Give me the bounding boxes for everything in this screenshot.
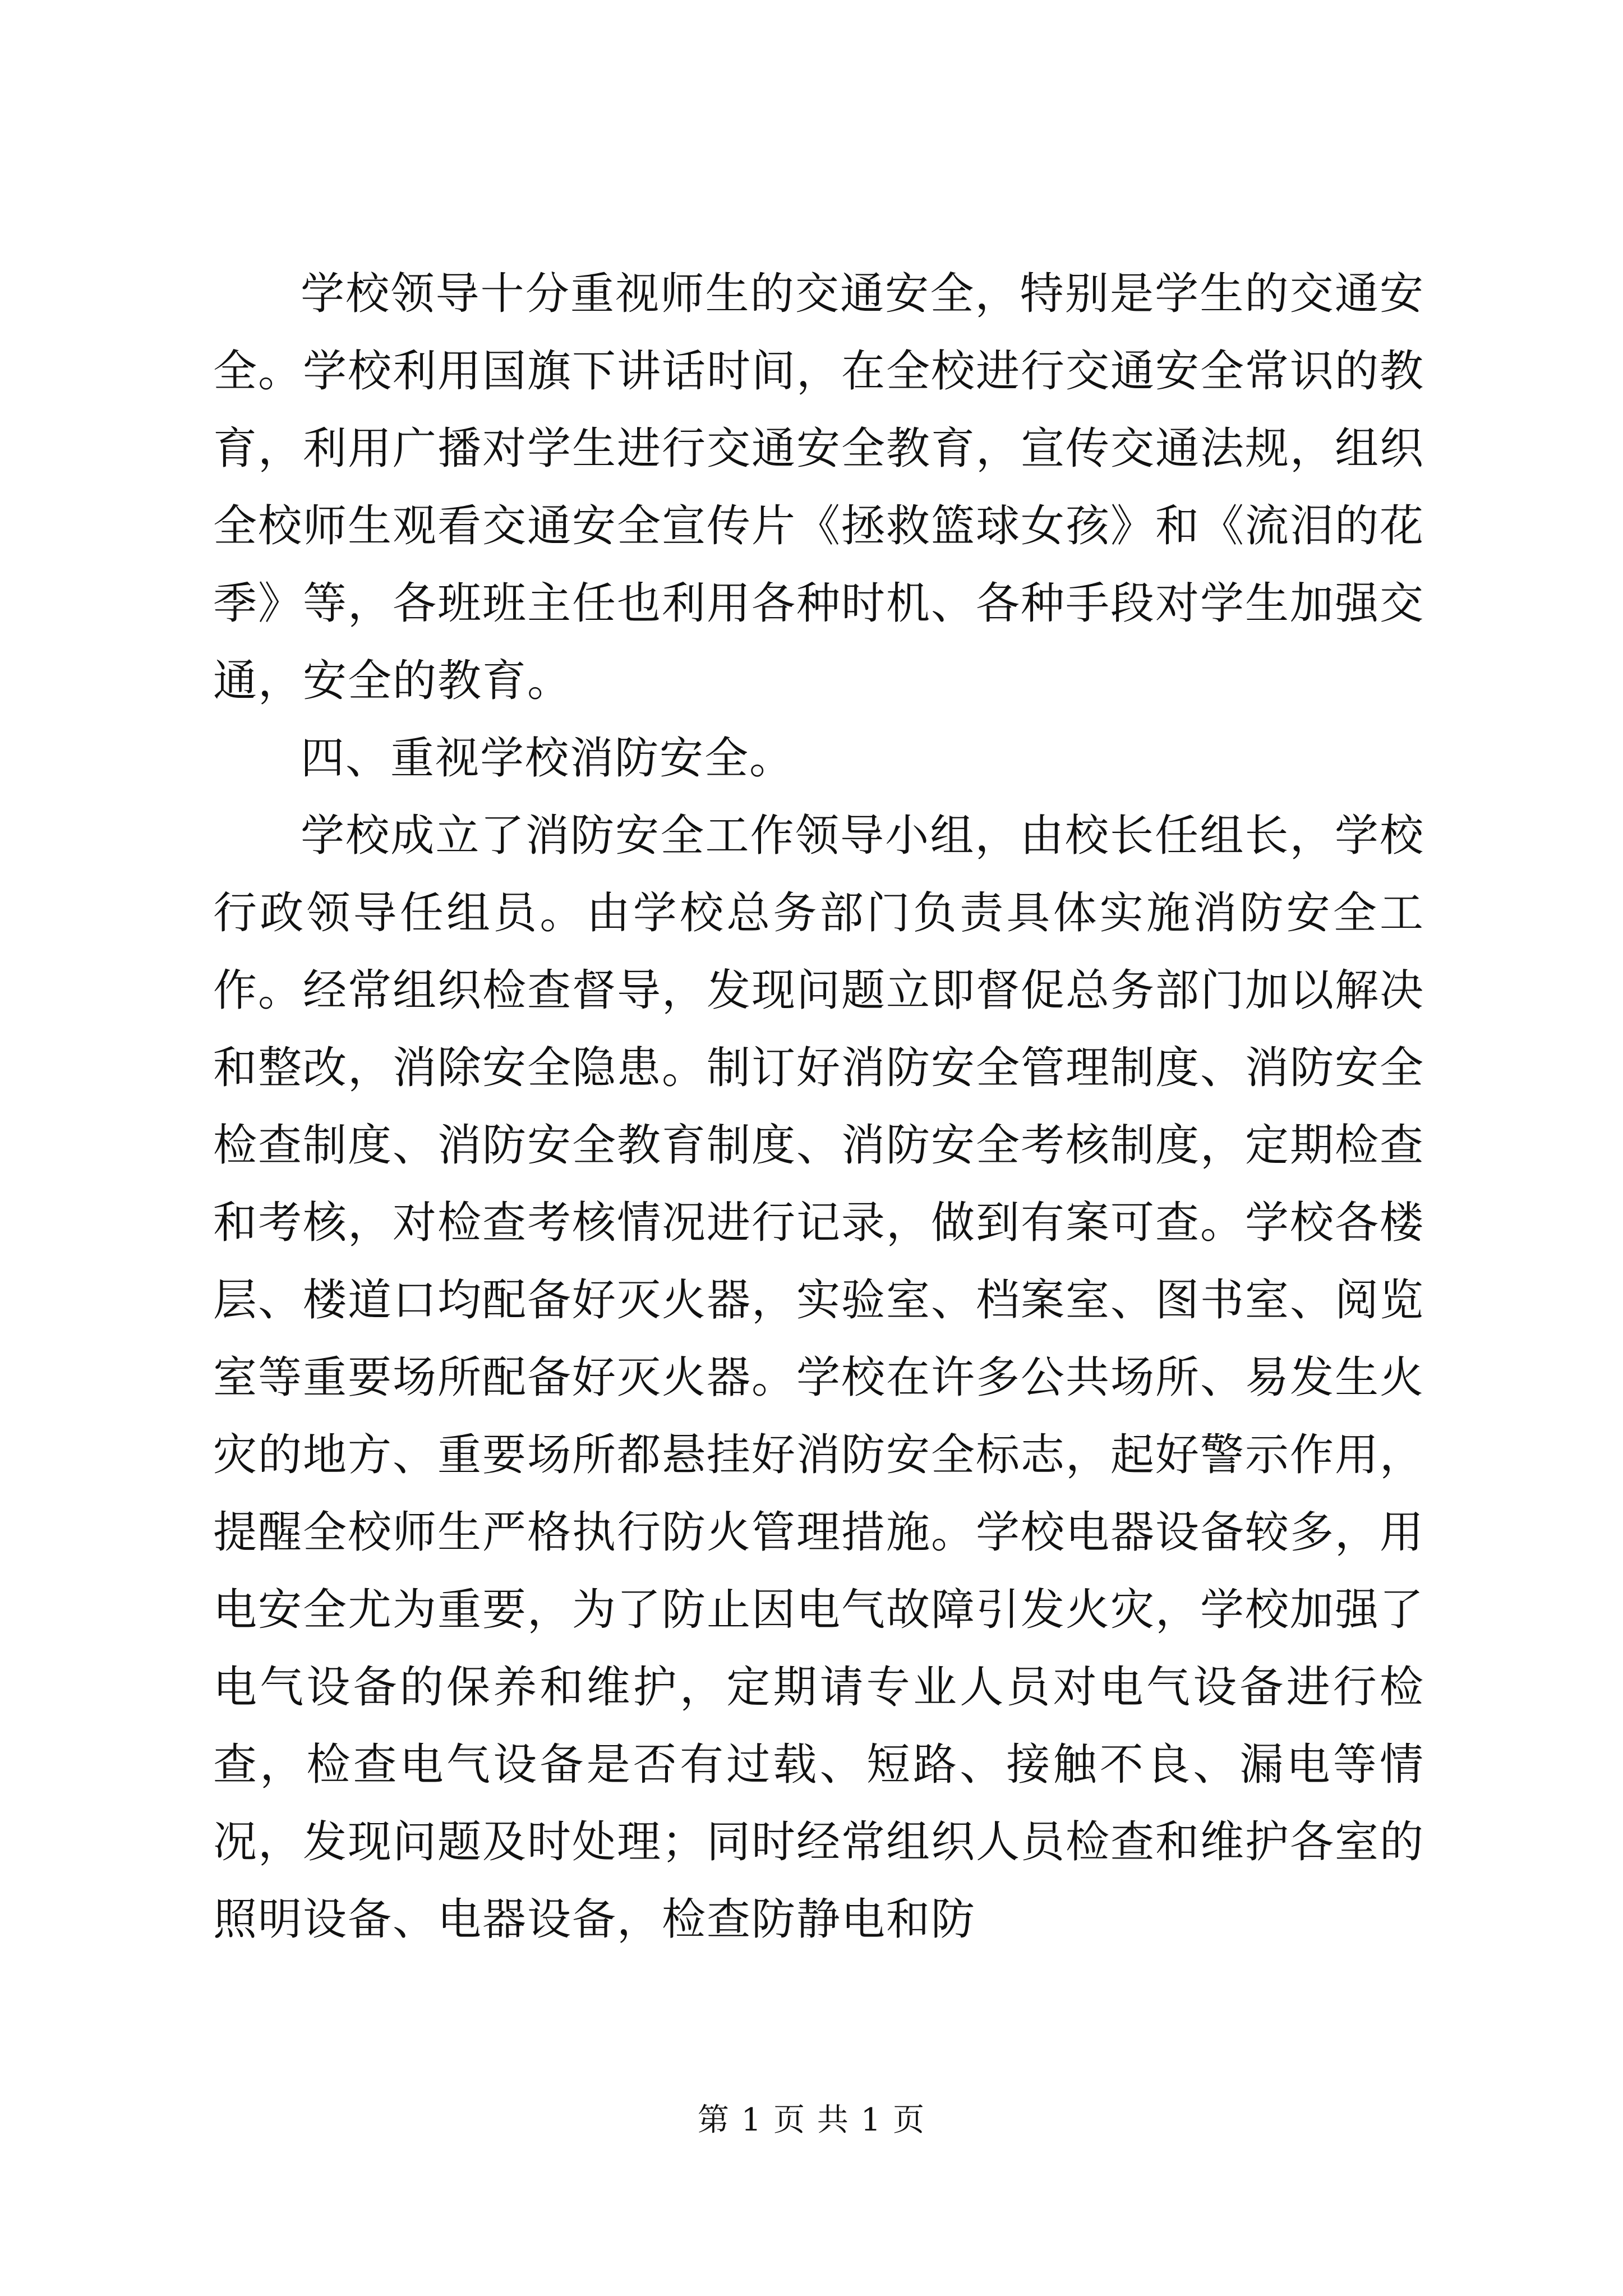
paragraph-fire-safety: 学校成立了消防安全工作领导小组，由校长任组长，学校行政领导任组员。由学校总务部门负责具体实施消防安全工作。经常组织检查督导，发现问题立即督促总务部门加以解决和整改，消除安全隐患。制订好消防安全管理制度、消防安全检查制度、消防安全教育制度、消防安全考核制度，定期检查和考核，对检查考核情况进行记录，做到有案可查。学校各楼层、楼道口均配备好灭火器，实验室、档案室、图书室、阅览室等重要场所配备好灭火器。学校在许多公共场所、易发生火灾的地方、重要场所都悬挂好消防安全标志，起好警示作用，提醒全校师生严格执行防火管理措施。学校电器设备较多，用电安全尤为重要，为了防止因电气故障引发火灾，学校加强了电气设备的保养和维护，定期请专业人员对电气设备进行检查，检查电气设备是否有过载、短路、接触不良、漏电等情况，发现问题及时处理；同时经常组织人员检查和维护各室的照明设备、电器设备，检查防静电和防 xyxy=(213,811,1425,1945)
paragraph-traffic-safety: 学校领导十分重视师生的交通安全，特别是学生的交通安全。学校利用国旗下讲话时间，在全校进行交通安全常识的教育，利用广播对学生进行交通安全教育，宣传交通法规，组织全校师生观看交通安全宣传片《拯救篮球女孩》和《流泪的花季》等，各班班主任也利用各种时机、各种手段对学生加强交通，安全的教育。 xyxy=(213,269,1425,706)
document-body xyxy=(213,255,1424,1958)
page-number-footer: 第 1 页 共 1 页 xyxy=(697,2102,926,2138)
section-heading-fire-safety: 四、重视学校消防安全。 xyxy=(301,733,795,784)
